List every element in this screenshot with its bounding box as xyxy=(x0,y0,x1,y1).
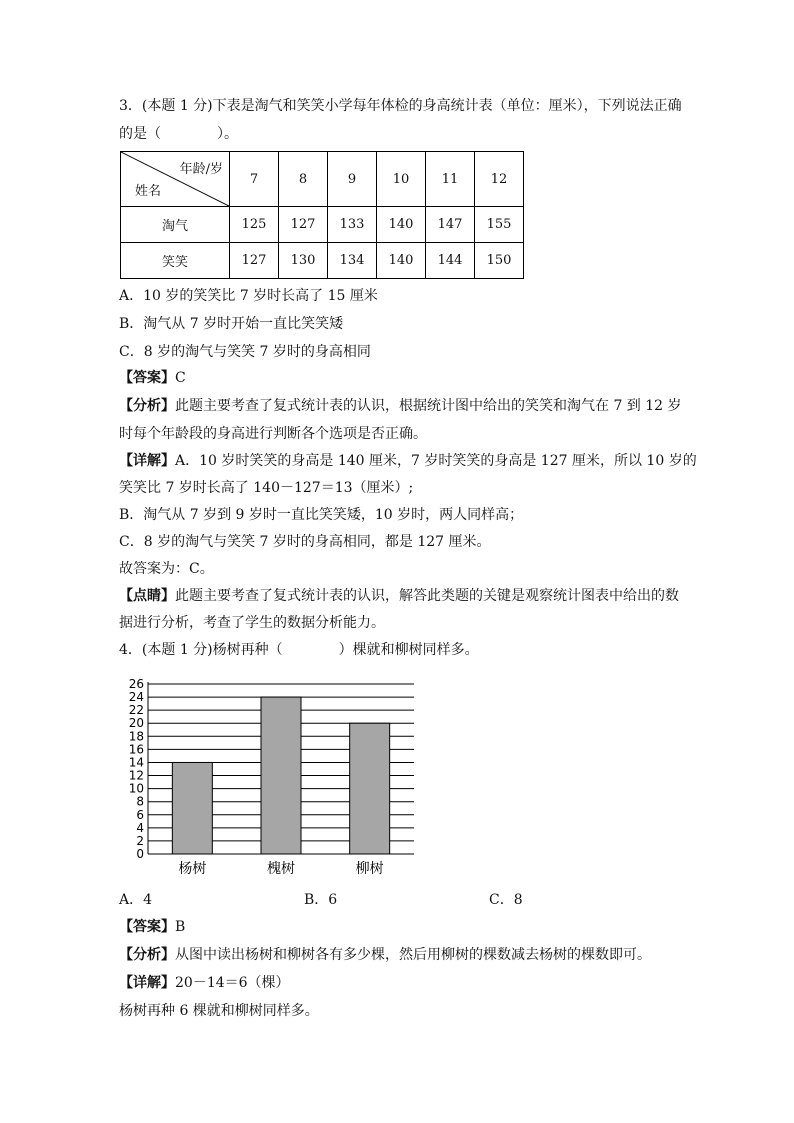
y-tick-label: 20 xyxy=(128,716,144,731)
x-category-label: 槐树 xyxy=(267,861,295,877)
q4-conclusion: 杨树再种 6 棵就和柳树同样多。 xyxy=(119,1003,319,1019)
q3-comment-line-1 xyxy=(119,586,679,606)
q4-analysis-line xyxy=(119,945,651,965)
analysis-tag: 【分析】 xyxy=(119,947,175,963)
detail-tag: 【详解】 xyxy=(119,453,175,469)
y-tick-label: 8 xyxy=(136,794,144,809)
q3-stem-line-1: 3．(本题 1 分)下表是淘气和笑笑小学每年体检的身高统计表（单位：厘米），下列说法正确 xyxy=(119,98,682,114)
y-tick-label: 10 xyxy=(128,781,144,796)
table-cell: 150 xyxy=(475,243,524,279)
detail-text: 20－14＝6（棵） xyxy=(175,975,290,991)
analysis-tag: 【分析】 xyxy=(119,398,175,414)
y-tick-label: 12 xyxy=(128,768,144,783)
q4-option-a: A．4 xyxy=(119,892,153,908)
table-header-row xyxy=(121,152,524,207)
table-cell: 144 xyxy=(426,243,475,279)
detail-text: A．10 岁时笑笑的身高是 140 厘米，7 岁时笑笑的身高是 127 厘米，所以 10 岁的 xyxy=(175,453,697,469)
comment-tag: 【点睛】 xyxy=(119,588,175,604)
table-cell: 133 xyxy=(328,207,377,243)
table-cell: 127 xyxy=(230,243,279,279)
y-tick-label: 14 xyxy=(128,755,144,770)
table-cell: 147 xyxy=(426,207,475,243)
q3-detail-line-3: B．淘气从 7 岁到 9 岁时一直比笑笑矮，10 岁时，两人同样高； xyxy=(119,507,524,523)
table-cell: 155 xyxy=(475,207,524,243)
x-category-label: 柳树 xyxy=(355,861,384,877)
y-tick-label: 26 xyxy=(128,677,144,691)
q3-detail-line-1 xyxy=(119,451,697,471)
q3-stem-line-2: 的是（ ）。 xyxy=(119,126,238,142)
answer-tag: 【答案】 xyxy=(119,370,175,386)
q3-analysis-line-2: 时每个年龄段的身高进行判断各个选项是否正确。 xyxy=(119,426,427,442)
table-cell: 134 xyxy=(328,243,377,279)
tree-bar-chart xyxy=(118,674,418,884)
table-row xyxy=(121,207,524,243)
q4-answer-line xyxy=(119,917,185,937)
table-cell: 127 xyxy=(279,207,328,243)
bar xyxy=(261,697,301,854)
table-cell: 130 xyxy=(279,243,328,279)
answer-value: C xyxy=(175,370,186,386)
q3-detail-line-4: C．8 岁的淘气与笑笑 7 岁时的身高相同，都是 127 厘米。 xyxy=(119,534,491,550)
age-cell: 12 xyxy=(475,152,524,207)
age-cell: 9 xyxy=(328,152,377,207)
q3-option-b: B．淘气从 7 岁时开始一直比笑笑矮 xyxy=(119,316,344,332)
bar xyxy=(350,723,390,854)
comment-text: 此题主要考查了复式统计表的认识，解答此类题的关键是观察统计图表中给出的数 xyxy=(175,588,679,604)
header-age-label: 年龄/岁 xyxy=(179,162,223,177)
age-cell: 7 xyxy=(230,152,279,207)
answer-value: B xyxy=(175,919,186,935)
q3-detail-line-2: 笑笑比 7 岁时长高了 140－127＝13（厘米）; xyxy=(119,480,414,496)
age-cell: 11 xyxy=(426,152,475,207)
table-corner-cell xyxy=(121,152,230,207)
q3-conclusion: 故答案为：C。 xyxy=(119,561,214,577)
answer-tag: 【答案】 xyxy=(119,919,175,935)
y-tick-label: 22 xyxy=(128,703,144,718)
y-tick-label: 0 xyxy=(136,847,144,861)
height-table xyxy=(120,151,524,279)
table-cell: 140 xyxy=(377,243,426,279)
x-category-label: 杨树 xyxy=(178,861,207,877)
age-cell: 10 xyxy=(377,152,426,207)
y-tick-label: 18 xyxy=(128,729,144,744)
analysis-text: 此题主要考查了复式统计表的认识，根据统计图中给出的笑笑和淘气在 7 到 12 岁 xyxy=(175,398,682,414)
q3-answer-line xyxy=(119,368,186,388)
row-name-cell: 笑笑 xyxy=(121,243,230,279)
bar xyxy=(172,762,212,854)
row-name-cell: 淘气 xyxy=(121,207,230,243)
header-name-label: 姓名 xyxy=(135,184,162,199)
q3-analysis-line-1 xyxy=(119,396,682,416)
q4-option-b: B．6 xyxy=(304,892,338,908)
q4-option-c: C．8 xyxy=(489,892,523,908)
q4-stem: 4．(本题 1 分)杨树再种（ ）棵就和柳树同样多。 xyxy=(119,642,479,658)
q4-detail-line xyxy=(119,973,290,993)
y-tick-label: 4 xyxy=(136,820,144,835)
y-tick-label: 6 xyxy=(136,807,144,822)
age-cell: 8 xyxy=(279,152,328,207)
q3-comment-line-2: 据进行分析，考查了学生的数据分析能力。 xyxy=(119,615,385,631)
table-cell: 125 xyxy=(230,207,279,243)
y-tick-label: 24 xyxy=(128,690,144,705)
q3-option-a: A．10 岁的笑笑比 7 岁时长高了 15 厘米 xyxy=(119,288,378,304)
table-cell: 140 xyxy=(377,207,426,243)
q3-option-c: C．8 岁的淘气与笑笑 7 岁时的身高相同 xyxy=(119,344,371,360)
y-tick-label: 2 xyxy=(136,833,144,848)
analysis-text: 从图中读出杨树和柳树各有多少棵，然后用柳树的棵数减去杨树的棵数即可。 xyxy=(175,947,651,963)
detail-tag: 【详解】 xyxy=(119,975,175,991)
table-row xyxy=(121,243,524,279)
y-tick-label: 16 xyxy=(128,742,144,757)
